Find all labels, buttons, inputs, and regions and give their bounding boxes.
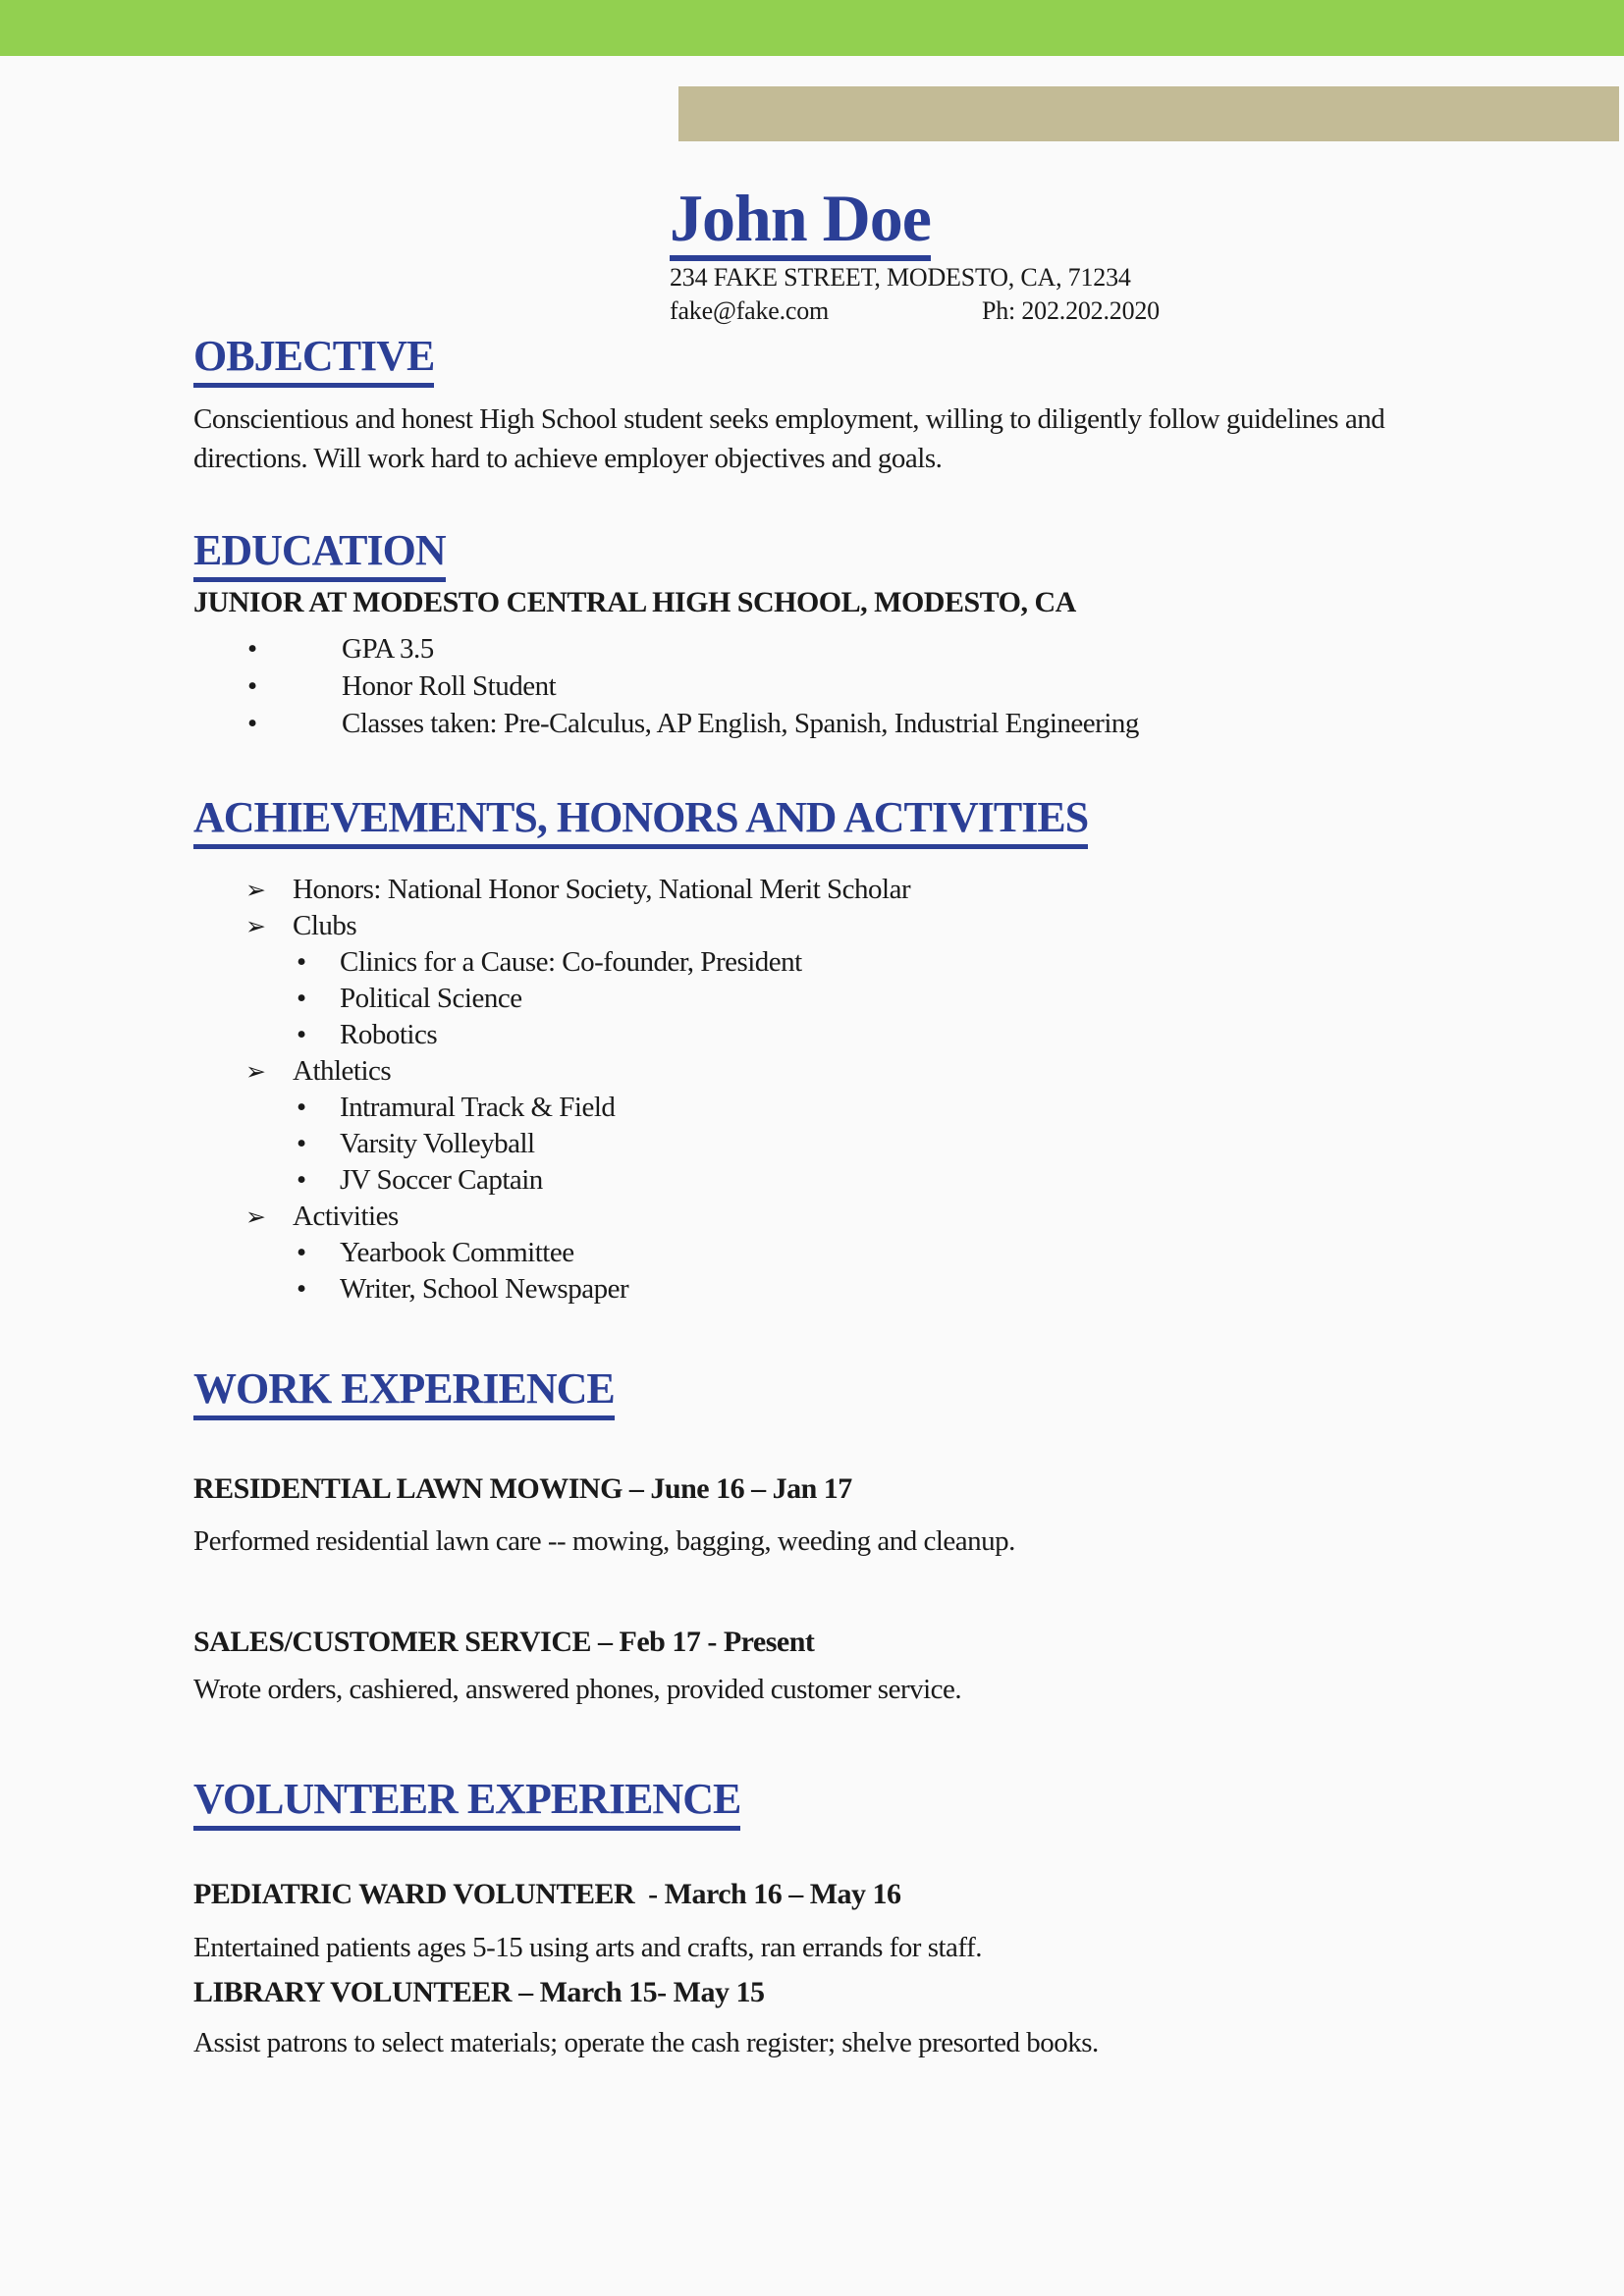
list-item (193, 1126, 1421, 1162)
objective-heading: OBJECTIVE (193, 333, 434, 388)
list-item-text: Classes taken: Pre-Calculus, AP English, Spanish, Industrial Engineering (342, 708, 1139, 739)
resume-header (670, 181, 1593, 328)
list-item (193, 908, 1421, 944)
contact-line (670, 294, 1593, 328)
section-objective (193, 333, 1421, 478)
list-item-text: Honor Roll Student (342, 670, 557, 702)
arrow-bullet-icon: ➢ (245, 1057, 266, 1086)
list-item (193, 1162, 1421, 1199)
list-item (193, 1053, 1421, 1090)
list-item (193, 630, 1421, 667)
name-heading: John Doe (670, 184, 931, 261)
dot-bullet-icon: • (297, 946, 306, 978)
job-title: RESIDENTIAL LAWN MOWING – June 16 – Jan 17 (193, 1472, 852, 1505)
job-description: Wrote orders, cashiered, answered phones, provided customer service. (193, 1674, 962, 1705)
list-item-text: Robotics (340, 1019, 438, 1050)
objective-paragraph: Conscientious and honest High School student seeks employment, willing to diligently follow guidelines and directions. Will work hard to achieve employer objectives and goals. (193, 403, 1385, 474)
dot-bullet-icon: • (297, 1092, 306, 1123)
dot-bullet-icon: • (297, 1273, 306, 1305)
education-bullet-list (193, 630, 1421, 742)
address-line: 234 FAKE STREET, MODESTO, CA, 71234 (670, 263, 1131, 292)
work-experience-heading: WORK EXPERIENCE (193, 1365, 615, 1420)
list-item-text: Clinics for a Cause: Co-founder, President (340, 946, 802, 978)
dot-bullet-icon: • (247, 633, 257, 665)
dot-bullet-icon: • (247, 670, 257, 702)
dot-bullet-icon: • (297, 1164, 306, 1196)
arrow-bullet-icon: ➢ (245, 912, 266, 940)
arrow-bullet-icon: ➢ (245, 876, 266, 904)
list-item-text: Athletics (293, 1055, 392, 1087)
list-item-text: Writer, School Newspaper (340, 1273, 629, 1305)
list-item (193, 872, 1421, 908)
list-item (193, 1199, 1421, 1235)
list-item-text: Honors: National Honor Society, National Merit Scholar (293, 874, 911, 905)
list-item (193, 944, 1421, 981)
job-description: Entertained patients ages 5-15 using arts and crafts, ran errands for staff. (193, 1932, 982, 1963)
section-education (193, 527, 1421, 742)
dot-bullet-icon: • (297, 983, 306, 1014)
list-item (193, 1235, 1421, 1271)
list-item-text: Political Science (340, 983, 522, 1014)
job-description: Performed residential lawn care -- mowing, bagging, weeding and cleanup. (193, 1525, 1015, 1557)
list-item (193, 1017, 1421, 1053)
section-achievements (193, 794, 1421, 1308)
job-title: SALES/CUSTOMER SERVICE – Feb 17 - Present (193, 1626, 815, 1658)
resume-body (193, 333, 1421, 2062)
list-item-text: JV Soccer Captain (340, 1164, 543, 1196)
list-item-text: Intramural Track & Field (340, 1092, 616, 1123)
arrow-bullet-icon: ➢ (245, 1202, 266, 1231)
list-item (193, 1090, 1421, 1126)
list-item (193, 705, 1421, 742)
list-item-text: GPA 3.5 (342, 633, 434, 665)
list-item (193, 1271, 1421, 1308)
list-item (193, 981, 1421, 1017)
dot-bullet-icon: • (247, 708, 257, 739)
list-item (193, 667, 1421, 705)
list-item-text: Yearbook Committee (340, 1237, 574, 1268)
job-title: PEDIATRIC WARD VOLUNTEER - March 16 – May 16 (193, 1878, 901, 1910)
dot-bullet-icon: • (297, 1237, 306, 1268)
section-volunteer-experience (193, 1776, 1421, 2062)
education-heading: EDUCATION (193, 527, 446, 582)
top-accent-bar (0, 0, 1624, 56)
achievements-list (193, 872, 1421, 1308)
section-work-experience (193, 1365, 1421, 1709)
volunteer-experience-heading: VOLUNTEER EXPERIENCE (193, 1776, 740, 1831)
list-item-text: Clubs (293, 910, 357, 941)
list-item-text: Varsity Volleyball (340, 1128, 535, 1159)
education-school: JUNIOR AT MODESTO CENTRAL HIGH SCHOOL, MODESTO, CA (193, 586, 1076, 618)
job-description: Assist patrons to select materials; operate the cash register; shelve presorted books. (193, 2027, 1099, 2058)
dot-bullet-icon: • (297, 1128, 306, 1159)
email-text: fake@fake.com (670, 296, 830, 325)
list-item-text: Activities (293, 1201, 399, 1232)
job-title: LIBRARY VOLUNTEER – March 15- May 15 (193, 1976, 765, 2008)
phone-text: Ph: 202.202.2020 (982, 296, 1160, 325)
header-accent-bar (678, 86, 1619, 141)
dot-bullet-icon: • (297, 1019, 306, 1050)
achievements-heading: ACHIEVEMENTS, HONORS AND ACTIVITIES (193, 794, 1088, 849)
